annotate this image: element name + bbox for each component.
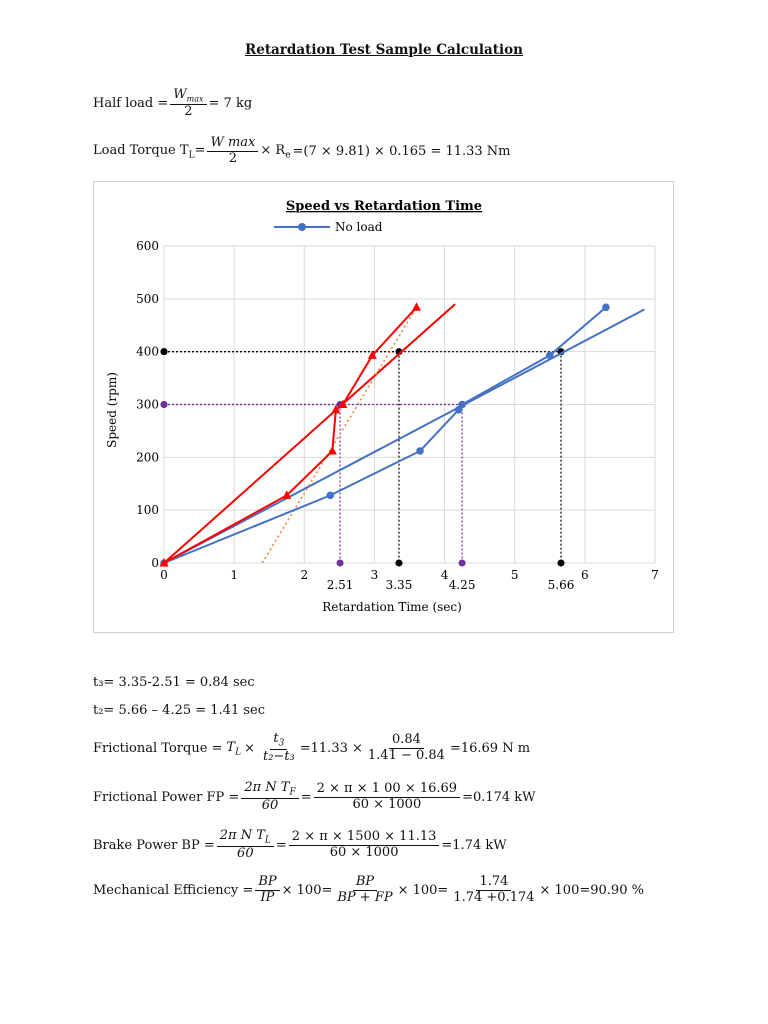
data-point xyxy=(412,302,421,311)
chart-title: Speed vs Retardation Time xyxy=(285,199,483,214)
legend-marker xyxy=(298,223,306,231)
x-tick-label: 6 xyxy=(581,568,589,582)
chart-series xyxy=(160,302,610,567)
mechanical-efficiency-result: × 100=90.90 % xyxy=(539,882,644,898)
x-tick-label: 5 xyxy=(510,568,519,582)
x-annotation-label: 5.66 xyxy=(547,578,575,592)
half-load-result: = 7 kg xyxy=(208,96,253,112)
load-torque-expression: =(7 × 9.81) × 0.165 = 11.33 Nm xyxy=(292,143,511,159)
series-line xyxy=(164,307,417,563)
guide-marker-y xyxy=(161,348,168,355)
chart-ticks xyxy=(136,239,659,592)
x-tick-label: 4 xyxy=(440,568,449,582)
x-annotation-label: 4.25 xyxy=(448,578,476,592)
x-tick-label: 3 xyxy=(370,568,379,582)
trendline xyxy=(164,309,644,563)
half-load-equation xyxy=(93,88,252,120)
load-torque-label: Load Torque $T_L=$ xyxy=(93,142,206,161)
data-point xyxy=(326,492,334,500)
document-title: Retardation Test Sample Calculation xyxy=(245,42,523,58)
guide-marker-x xyxy=(337,560,344,567)
y-tick-label: 100 xyxy=(136,503,159,518)
load-torque-fraction: $\frac{\text{W max}}{2}$ xyxy=(207,136,258,167)
chart-svg xyxy=(94,182,673,632)
brake-power-equation: Brake Power BP = $\frac{2\pi N T_L}{60}$ = $\frac{2 \times \pi \times 1500 \times 11.13}{60 \times 1000}$ =1.74 kW xyxy=(93,828,507,861)
x-axis-label: Retardation Time (sec) xyxy=(322,600,462,614)
speed-retardation-chart xyxy=(93,181,674,633)
frictional-power-result: =0.174 kW xyxy=(462,789,536,805)
legend-label: No load xyxy=(335,220,383,234)
load-torque-equation xyxy=(93,136,511,167)
trendline xyxy=(262,307,416,563)
fraction-numerator: W xyxy=(173,87,187,102)
fraction-denominator: 2 xyxy=(184,103,193,119)
x-annotation-label: 2.51 xyxy=(326,578,354,592)
brake-power-result: =1.74 kW xyxy=(441,837,507,853)
y-tick-label: 300 xyxy=(136,397,159,412)
data-point xyxy=(416,447,424,455)
y-tick-label: 500 xyxy=(136,291,159,306)
mechanical-efficiency-label: Mechanical Efficiency = xyxy=(93,882,254,898)
data-point xyxy=(546,352,554,360)
y-tick-label: 600 xyxy=(136,239,159,253)
y-axis-label: Speed (rpm) xyxy=(105,372,119,448)
trendline xyxy=(164,304,455,563)
t3-calculation: t₃= 3.35-2.51 = 0.84 sec xyxy=(93,675,255,690)
series-line xyxy=(164,307,606,563)
guide-marker-x xyxy=(459,560,466,567)
t2-calculation: t₂= 5.66 – 4.25 = 1.41 sec xyxy=(93,703,265,718)
y-tick-label: 400 xyxy=(136,344,159,359)
frictional-power-equation: Frictional Power FP = $\frac{2\pi N T_F}{60}$ = $\frac{2 \times \pi \times 1 00 \times 16.69}{60 \times 1000}$ =0.174 kW xyxy=(93,780,536,813)
data-point xyxy=(328,446,337,455)
x-tick-label: 0 xyxy=(160,568,168,582)
frictional-torque-result: =16.69 N m xyxy=(449,740,531,756)
frictional-torque-equation: Frictional Torque = $T_L$ × $\frac{t_3}{\text{t₂−t₃}}$ =11.33 × $\frac{0.84}{1.41 - 0.84}$ =16.69 N m xyxy=(93,731,531,764)
frictional-power-label: Frictional Power FP = xyxy=(93,789,240,805)
chart-legend xyxy=(274,220,383,234)
frictional-torque-label: Frictional Torque = xyxy=(93,740,223,756)
guide-marker-y xyxy=(161,401,168,408)
half-load-fraction xyxy=(170,88,206,120)
brake-power-label: Brake Power BP = xyxy=(93,837,215,853)
t3-over-t2-minus-t3: $\frac{t_3}{\text{t₂−t₃}}$ xyxy=(262,731,295,764)
data-point xyxy=(458,401,466,409)
y-tick-label: 200 xyxy=(136,450,159,465)
x-annotation-label: 3.35 xyxy=(385,578,413,592)
half-load-label: Half load = xyxy=(93,96,169,112)
data-point xyxy=(602,303,610,311)
guide-marker-x xyxy=(558,560,565,567)
x-tick-label: 1 xyxy=(230,568,238,582)
y-tick-label: 0 xyxy=(151,556,159,570)
mechanical-efficiency-equation: Mechanical Efficiency = $\frac{BP}{IP}$ × 100= $\frac{BP}{BP + FP}$ × 100= $\frac{1.74}{1.74 +0.174}$ × 100=90.90 % xyxy=(93,874,644,905)
x-tick-label: 2 xyxy=(300,568,309,582)
frictional-torque-numeric-fraction: $\frac{0.84}{1.41 - 0.84}$ xyxy=(367,732,445,763)
load-torque-re: × $R_e$ xyxy=(260,142,291,161)
guide-marker-x xyxy=(395,560,402,567)
fraction-subscript: max xyxy=(186,94,204,104)
x-tick-label: 7 xyxy=(651,568,659,582)
